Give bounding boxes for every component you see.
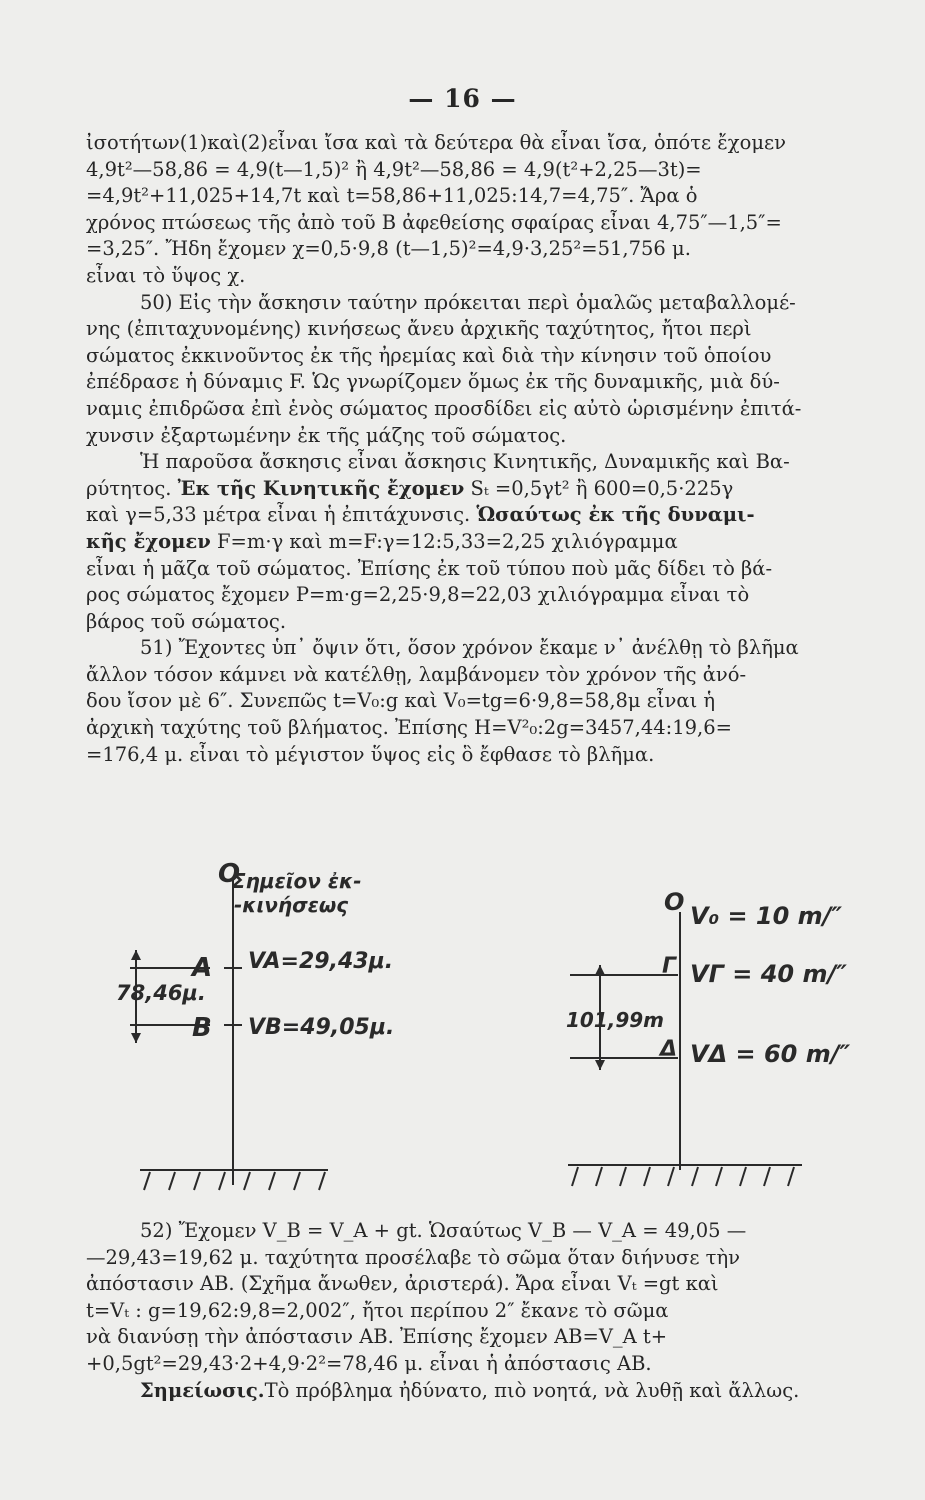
text-span: Sₜ =0,5γt² ἢ 600=0,5·225γ	[464, 476, 734, 500]
text-line: ἐπέδρασε ἡ δύναμις F. Ὡς γνωρίζομεν ὅμως ἐκ τῆς δυναμικῆς, μιὰ δύ-	[86, 370, 780, 394]
text-line: 50) Εἰς τὴν ἄσκησιν ταύτην πρόκειται περὶ ὁμαλῶς μεταβαλλομέ-	[140, 290, 796, 314]
bold-phrase: Ἐκ τῆς Κινητικῆς ἔχομεν	[177, 476, 465, 500]
text-line: νὰ διανύσῃ τὴν ἀπόστασιν ΑΒ. Ἐπίσης ἔχομεν ΑΒ=V_A t+	[86, 1325, 668, 1349]
text-line: χυνσιν ἐξαρτωμένην ἐκ τῆς μάζης τοῦ σώματος.	[86, 423, 567, 447]
text-line: 51) Ἔχοντες ὑπ᾽ ὄψιν ὅτι, ὅσον χρόνον ἔκαμε ν᾽ ἀνέλθῃ τὸ βλῆμα	[140, 636, 799, 660]
bold-phrase: κῆς ἔχομεν	[86, 529, 211, 553]
text-line: =3,25″. Ἤδη ἔχομεν χ=0,5·9,8 (t—1,5)²=4,9·3,25²=51,756 μ.	[86, 237, 691, 261]
origin-label: O	[218, 859, 241, 889]
text-line	[86, 529, 906, 556]
velocity-0-label: V₀ = 10 m/″	[690, 902, 843, 930]
text-line: ἰσοτήτων(1)καὶ(2)εἶναι ἴσα καὶ τὰ δεύτερα θὰ εἶναι ἴσα, ὁπότε ἔχομεν	[86, 131, 786, 154]
text-span: Τὸ πρόβλημα ἠδύνατο, πιὸ νοητά, νὰ λυθῇ καὶ ἄλλως.	[264, 1378, 800, 1402]
bold-phrase: Ὡσαύτως ἐκ τῆς δυναμι-	[476, 503, 755, 527]
arrowhead-icon	[131, 950, 141, 960]
text-block-bottom	[86, 1218, 906, 1404]
text-line: εἶναι ἡ μᾶζα τοῦ σώματος. Ἐπίσης ἐκ τοῦ τύπου ποὺ μᾶς δίδει τὸ βά-	[86, 556, 773, 580]
text-span: ρύτητος.	[86, 476, 178, 500]
text-line: =4,9t²+11,025+14,7t καὶ t=58,86+11,025:14,7=4,75″. Ἄρα ὁ	[86, 184, 698, 208]
page-number: — 16 —	[408, 84, 517, 113]
text-line: βάρος τοῦ σώματος.	[86, 609, 287, 633]
text-line	[86, 1378, 906, 1405]
text-line: νης (ἐπιταχυνομένης) κινήσεως ἄνευ ἀρχικῆς ταχύτητος, ἤτοι περὶ	[86, 317, 752, 341]
arrowhead-icon	[131, 1033, 141, 1043]
arrowhead-icon	[595, 1060, 605, 1070]
velocity-a-label: VA=29,43μ.	[248, 949, 394, 974]
distance-label: 101,99m	[566, 1008, 665, 1032]
text-line: Ἡ παροῦσα ἄσκησις εἶναι ἄσκησις Κινητικῆς, Δυναμικῆς καὶ Βα-	[140, 450, 790, 474]
text-line: +0,5gt²=29,43·2+4,9·2²=78,46 μ. εἶναι ἡ ἀπόστασις ΑΒ.	[86, 1351, 652, 1375]
point-a-label: A	[192, 953, 213, 983]
text-line: δου ἴσον μὲ 6″. Συνεπῶς t=V₀:g καὶ V₀=tg=6·9,8=58,8μ εἶναι ἡ	[86, 689, 716, 713]
text-line: t=Vₜ : g=19,62:9,8=2,002″, ἤτοι περίπου 2″ ἔκανε τὸ σῶμα	[86, 1298, 669, 1322]
text-line: ἀρχικὴ ταχύτης τοῦ βλήματος. Ἐπίσης H=V²₀:2g=3457,44:19,6=	[86, 716, 732, 740]
text-line: 52) Ἔχομεν V_B = V_A + gt. Ὡσαύτως V_B — V_A = 49,05 —	[140, 1219, 747, 1242]
text-line: —29,43=19,62 μ. ταχύτητα προσέλαβε τὸ σῶμα ὅταν διήνυσε τὴν	[86, 1245, 740, 1269]
diagram-right	[540, 870, 890, 1200]
text-line: ναμις ἐπιδρῶσα ἐπὶ ἑνὸς σώματος προσδίδει εἰς αὐτὸ ὡρισμένην ἐπιτά-	[86, 396, 802, 420]
start-point-label: Σημεῖον ἐκ-	[232, 869, 362, 893]
text-line: χρόνος πτώσεως τῆς ἀπὸ τοῦ Β ἀφεθείσης σφαίρας εἶναι 4,75″—1,5″=	[86, 210, 782, 234]
point-g-label: Γ	[662, 954, 677, 979]
velocity-d-label: VΔ = 60 m/″	[690, 1040, 851, 1068]
point-d-label: Δ	[660, 1037, 678, 1062]
text-span: καὶ γ=5,33 μέτρα εἶναι ἡ ἐπιτάχυνσις.	[86, 503, 477, 527]
text-line: 4,9t²—58,86 = 4,9(t—1,5)² ἢ 4,9t²—58,86 = 4,9(t²+2,25—3t)=	[86, 157, 702, 181]
distance-label: 78,46μ.	[116, 981, 206, 1005]
text-span: F=m·γ καὶ m=F:γ=12:5,33=2,25 χιλιόγραμμα	[210, 529, 678, 553]
ground-hatching	[568, 1165, 802, 1186]
start-point-label: -κινήσεως	[234, 893, 349, 917]
text-line: ρος σώματος ἔχομεν P=m·g=2,25·9,8=22,03 χιλιόγραμμα εἶναι τὸ	[86, 583, 750, 607]
velocity-b-label: VB=49,05μ.	[248, 1015, 395, 1040]
text-line: ἄλλον τόσον κάμνει νὰ κατέλθῃ, λαμβάνομεν τὸν χρόνον τῆς ἀνό-	[86, 662, 747, 686]
text-line: σώματος ἐκκινοῦντος ἐκ τῆς ἠρεμίας καὶ διὰ τὴν κίνησιν τοῦ ὁποίου	[86, 343, 772, 367]
text-line: =176,4 μ. εἶναι τὸ μέγιστον ὕψος εἰς ὃ ἔφθασε τὸ βλῆμα.	[86, 742, 655, 766]
text-line	[86, 476, 906, 503]
text-line: εἶναι τὸ ὕψος χ.	[86, 263, 246, 287]
text-line	[86, 502, 906, 529]
point-b-label: B	[192, 1013, 212, 1043]
note-heading: Σημείωσις.	[140, 1378, 265, 1402]
origin-label: O	[664, 888, 685, 916]
diagram-left	[100, 850, 400, 1200]
velocity-g-label: VΓ = 40 m/″	[690, 960, 847, 988]
text-block-top	[86, 130, 906, 768]
arrowhead-icon	[595, 965, 605, 975]
text-line: ἀπόστασιν ΑΒ. (Σχῆμα ἄνωθεν, ἀριστερά). Ἄρα εἶναι Vₜ =gt καὶ	[86, 1272, 719, 1296]
